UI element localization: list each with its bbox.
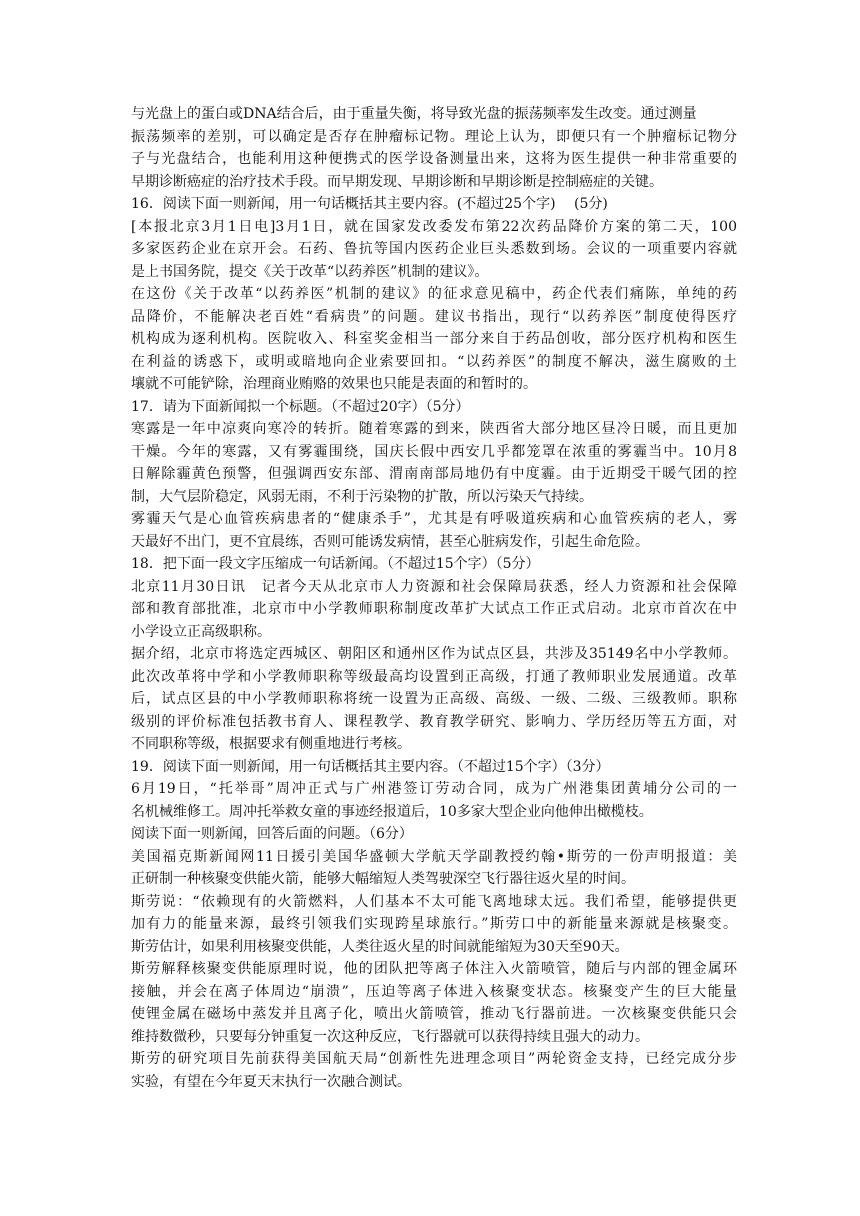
paragraph-line-26: 此次改革将中学和小学教师职称等级最高均设置到正高级，打通了教师职业发展通道。改革	[131, 668, 737, 685]
paragraph-line-4: 早期诊断癌症的治疗技术手段。而早期发现、早期诊断和早期诊断是控制癌症的关键。	[131, 173, 663, 190]
paragraph-line-35: 正研制一种核聚变供能火箭，能够大幅缩短人类驾驶深空飞行器往返火星的时间。	[131, 871, 635, 887]
paragraph-line-20: 天最好不出门，更不宜晨练，否则可能诱发病情，甚至心脏病发作，引起生命危险。	[131, 533, 649, 550]
paragraph-line-9: 在这份《关于改革“以药养医”机制的建议》的征求意见稿中，药企代表们痛陈，单纯的药	[131, 286, 737, 302]
paragraph-line-44: 实验，有望在今年夏天末执行一次融合测试。	[131, 1073, 411, 1090]
paragraph-line-17: 日解除霾黄色预警，但强调西安东部、渭南南部局地仍有中度霾。由于近期受干暖气团的控	[131, 466, 737, 482]
paragraph-line-32: 名机械维修工。周冲托举救女童的事迹经报道后，10多家大型企业向他伸出橄榄枝。	[131, 803, 653, 820]
paragraph-line-41: 使锂金属在磁场中蒸发并且离子化，喷出火箭喷管，推动飞行器前进。一次核聚变供能只会	[131, 1006, 737, 1022]
paragraph-line-34: 美国福克斯新闻网11日援引美国华盛顿大学航天学副教授约翰•斯劳的一份声明报道：美	[131, 848, 737, 865]
paragraph-line-22: 北京11月30日讯 记者今天从北京市人力资源和社会保障局获悉，经人力资源和社会保障	[131, 578, 737, 595]
paragraph-line-16: 干燥。今年的寒露，又有雾霾围绕，国庆长假中西安几乎都笼罩在浓重的雾霾当中。10月8	[131, 443, 737, 460]
question-17-heading: 17．请为下面新闻拟一个标题。（不超过20字）（5分）	[131, 398, 470, 415]
paragraph-line-18: 制，大气层阶稳定，风弱无雨，不利于污染物的扩散，所以污染天气持续。	[131, 488, 593, 505]
paragraph-line-13: 壤就不可能铲除，治理商业贿赂的效果也只能是表面的和暂时的。	[131, 376, 537, 392]
paragraph-line-19: 雾霾天气是心血管疾病患者的“健康杀手”，尤其是有呼吸道疾病和心血管疾病的老人，雾	[131, 511, 737, 527]
question-reading-heading: 阅读下面一则新闻，回答后面的问题。（6分）	[131, 826, 413, 842]
paragraph-line-15: 寒露是一年中凉爽向寒冷的转折。随着寒露的到来，陕西省大部分地区昼冷日暖，而且更加	[131, 421, 737, 437]
paragraph-line-29: 不同职称等级，根据要求有侧重地进行考核。	[131, 736, 411, 752]
paragraph-line-11: 机构成为逐利机构。医院收入、科室奖金相当一部分来自于药品创收，部分医疗机构和医生	[131, 331, 737, 347]
paragraph-line-39: 斯劳解释核聚变供能原理时说，他的团队把等离子体注入火箭喷管，随后与内部的锂金属环	[131, 961, 737, 977]
paragraph-line-37: 加有力的能量来源，最终引领我们实现跨星球旅行。”斯劳口中的新能量来源就是核聚变。	[131, 916, 737, 932]
paragraph-line-40: 接触，并会在离子体周边“崩溃”，压迫等离子体进入核聚变状态。核聚变产生的巨大能量	[131, 983, 737, 1000]
question-16-heading: 16．阅读下面一则新闻，用一句话概括其主要内容。(不超过25个字) (5分)	[131, 196, 608, 212]
document-body	[131, 103, 737, 1093]
paragraph-line-12: 在利益的诱惑下，或明或暗地向企业索要回扣。“以药养医”的制度不解决，滋生腐败的土	[131, 353, 737, 370]
paragraph-line-31: 6月19日，“托举哥”周冲正式与广州港签订劳动合同，成为广州港集团黄埔分公司的一	[131, 781, 737, 797]
paragraph-line-8: 是上书国务院，提交《关于改革“以药养医”机制的建议》。	[131, 263, 489, 280]
paragraph-line-24: 小学设立正高级职称。	[131, 623, 271, 640]
question-19-heading: 19．阅读下面一则新闻，用一句话概括其主要内容。（不超过15个字）（3分）	[131, 758, 610, 775]
paragraph-line-1: 与光盘上的蛋白或DNA结合后，由于重量失衡，将导致光盘的振荡频率发生改变。通过测量	[131, 106, 697, 122]
paragraph-line-25: 据介绍，北京市将选定西城区、朝阳区和通州区作为试点区县，共涉及35149名中小学教师。	[131, 646, 737, 662]
paragraph-line-6: [本报北京3月1日电]3月1日，就在国家发改委发布第22次药品降价方案的第二天，100	[131, 218, 737, 235]
paragraph-line-7: 多家医药企业在京开会。石药、鲁抗等国内医药企业巨头悉数到场。会议的一项重要内容就	[131, 241, 737, 257]
question-18-heading: 18．把下面一段文字压缩成一句话新闻。（不超过15个字）（5分）	[131, 556, 540, 572]
paragraph-line-42: 维持数微秒，只要每分钟重复一次这种反应，飞行器就可以获得持续且强大的动力。	[131, 1028, 649, 1045]
paragraph-line-27: 后，试点区县的中小学教师职称将统一设置为正高级、高级、一级、二级、三级教师。职称	[131, 691, 737, 707]
paragraph-line-3: 子与光盘结合，也能利用这种便携式的医学设备测量出来，这将为医生提供一种非常重要的	[131, 151, 737, 167]
paragraph-line-23: 部和教育部批准，北京市中小学教师职称制度改革扩大试点工作正式启动。北京市首次在中	[131, 601, 737, 617]
paragraph-line-36: 斯劳说：“依赖现有的火箭燃料，人们基本不太可能飞离地球太远。我们希望，能够提供更	[131, 893, 737, 910]
paragraph-line-28: 级别的评价标准包括教书育人、课程教学、教育教学研究、影响力、学历经历等五方面，对	[131, 713, 737, 730]
paragraph-line-43: 斯劳的研究项目先前获得美国航天局“创新性先进理念项目”两轮资金支持，已经完成分步	[131, 1051, 737, 1067]
paragraph-line-38: 斯劳估计，如果利用核聚变供能，人类往返火星的时间就能缩短为30天至90天。	[131, 938, 629, 955]
paragraph-line-2: 振荡频率的差别，可以确定是否存在肿瘤标记物。理论上认为，即便只有一个肿瘤标记物分	[131, 128, 737, 145]
paragraph-line-10: 品降价，不能解决老百姓“看病贵”的问题。建议书指出，现行“以药养医”制度使得医疗	[131, 308, 737, 325]
